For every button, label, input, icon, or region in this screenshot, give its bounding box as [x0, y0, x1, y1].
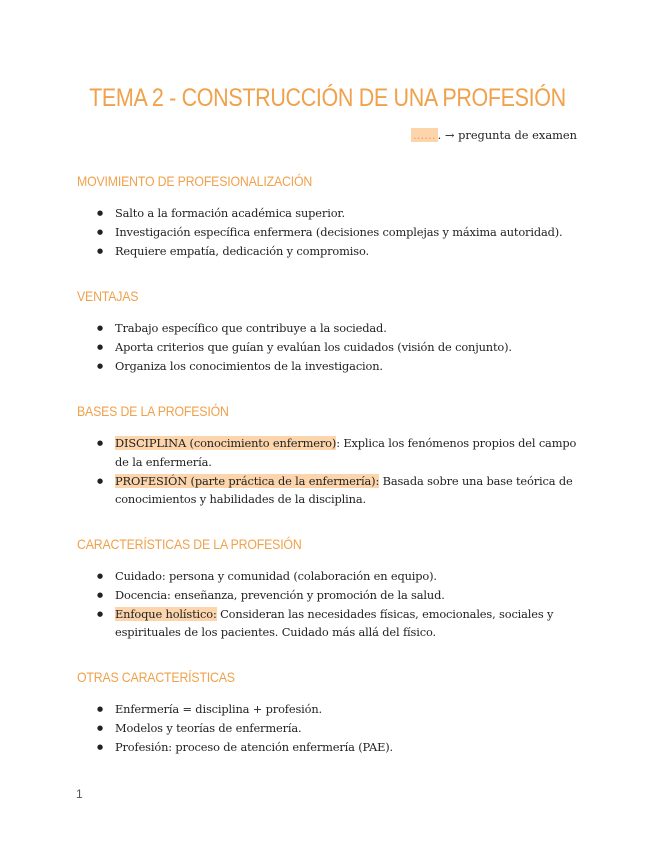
list-item	[77, 223, 585, 242]
list-item-text: Consideran las necesidades físicas, emocionales, sociales y espirituales de los pacientes. Cuidado más allá del físico.	[115, 606, 554, 640]
list-item	[77, 357, 585, 376]
page-number: 1	[76, 787, 83, 801]
section-caracteristicas	[77, 536, 577, 640]
legend-text: pregunta de examen	[458, 128, 577, 142]
section-ventajas	[77, 288, 577, 373]
highlighted-term: PROFESIÓN (parte práctica de la enfermería):	[115, 473, 380, 488]
list-item-text: Investigación específica enfermera (decisiones complejas y máxima autoridad).	[115, 224, 563, 239]
list-item	[77, 567, 585, 586]
section-heading: VENTAJAS	[77, 288, 139, 304]
list-item-text: Modelos y teorías de enfermería.	[115, 720, 302, 735]
list-item-text: Basada sobre una base teórica de conocimientos y habilidades de la disciplina.	[115, 473, 573, 507]
bullet-list	[77, 319, 585, 375]
list-item	[77, 605, 585, 643]
list-item	[77, 242, 585, 261]
list-item-text: Requiere empatía, dedicación y compromiso.	[115, 243, 369, 258]
list-item-text: Docencia: enseñanza, prevención y promoción de la salud.	[115, 587, 445, 602]
list-item-text: : Explica los fenómenos propios del campo de la enfermería.	[115, 436, 577, 469]
section-heading: OTRAS CARACTERÍSTICAS	[77, 669, 235, 685]
bullet-list	[77, 700, 585, 756]
list-item	[77, 319, 585, 338]
list-item	[77, 434, 585, 472]
highlighted-term: DISCIPLINA (conocimiento enfermero)	[115, 436, 337, 450]
list-item-text: Cuidado: persona y comunidad (colaboración en equipo).	[115, 569, 437, 583]
list-item-text: Organiza los conocimientos de la investigacion.	[115, 358, 383, 373]
legend-swatch: ……	[412, 128, 436, 142]
section-heading: BASES DE LA PROFESIÓN	[77, 403, 229, 419]
section-bases	[77, 403, 577, 507]
list-item	[77, 700, 585, 719]
section-otras	[77, 669, 577, 754]
bullet-list	[77, 434, 585, 509]
bullet-list	[77, 204, 585, 260]
list-item	[77, 719, 585, 738]
legend-arrow: . →	[437, 128, 455, 142]
list-item	[77, 586, 585, 605]
list-item-text: Trabajo específico que contribuye a la sociedad.	[115, 321, 387, 335]
list-item-text: Enfermería = disciplina + profesión.	[115, 702, 323, 716]
highlighted-term: Enfoque holístico:	[115, 606, 217, 621]
list-item	[77, 738, 585, 757]
section-heading: CARACTERÍSTICAS DE LA PROFESIÓN	[77, 536, 302, 552]
list-item	[77, 204, 585, 223]
list-item-text: Aporta criterios que guían y evalúan los cuidados (visión de conjunto).	[115, 339, 512, 354]
bullet-list	[77, 567, 585, 642]
list-item-text: Salto a la formación académica superior.	[115, 206, 345, 220]
list-item-text: Profesión: proceso de atención enfermería (PAE).	[115, 739, 394, 754]
section-heading: MOVIMIENTO DE PROFESIONALIZACIÓN	[77, 173, 313, 189]
list-item	[77, 472, 585, 510]
highlight-legend	[411, 128, 577, 142]
page-title: TEMA 2 - CONSTRUCCIÓN DE UNA PROFESIÓN	[89, 84, 566, 112]
section-profesionalizacion	[77, 173, 577, 258]
list-item	[77, 338, 585, 357]
